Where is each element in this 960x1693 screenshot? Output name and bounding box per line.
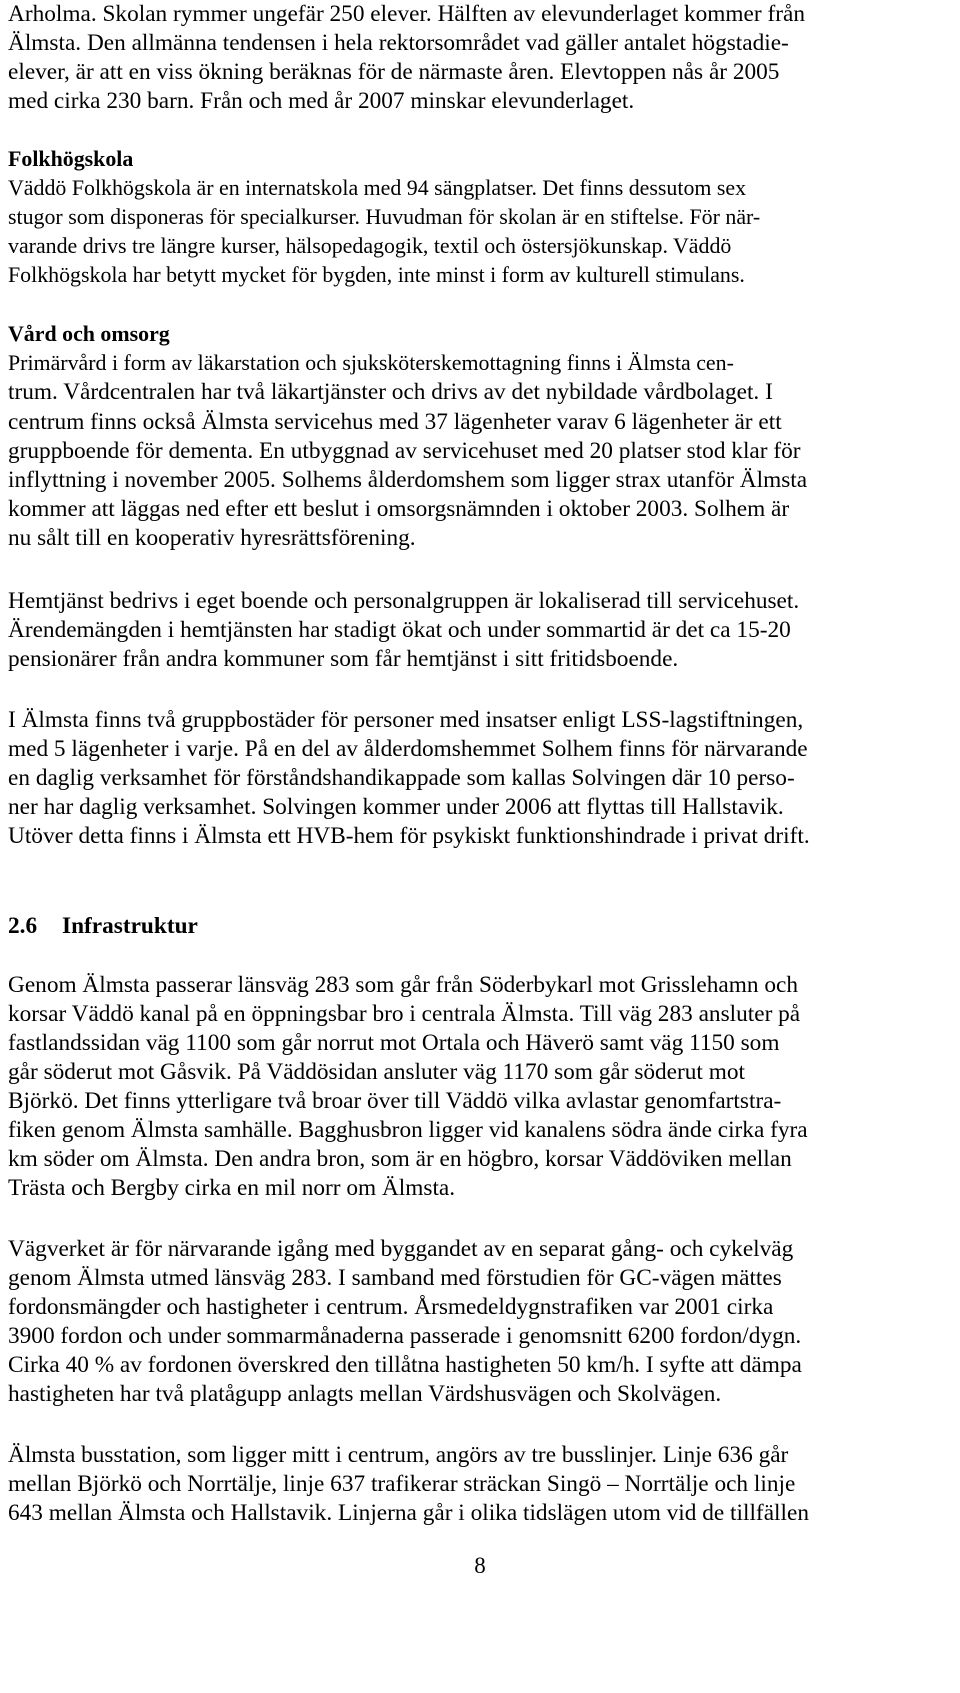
text-line: gruppboende för dementa. En utbyggnad av servicehuset med 20 platser stod klar för: [8, 438, 801, 464]
section-title: Infrastruktur: [62, 913, 198, 939]
text-line: Primärvård i form av läkarstation och sjuksköterskemottagning finns i Älmsta cen-: [8, 350, 734, 375]
text-line: 643 mellan Älmsta och Hallstavik. Linjerna går i olika tidslägen utom vid de tillfällen: [8, 1500, 809, 1526]
text-line: fastlandssidan väg 1100 som går norrut mot Ortala och Häverö samt väg 1150 som: [8, 1030, 780, 1056]
text-line: hastigheten har två platågupp anlagts mellan Värdshusvägen och Skolvägen.: [8, 1381, 722, 1407]
text-line: I Älmsta finns två gruppbostäder för personer med insatser enligt LSS-lagstiftningen,: [8, 707, 804, 733]
text-line: med 5 lägenheter i varje. På en del av ålderdomshemmet Solhem finns för närvarande: [8, 736, 808, 762]
text-line: genom Älmsta utmed länsväg 283. I samband med förstudien för GC-vägen mättes: [8, 1265, 782, 1291]
text-line: Folkhögskola har betytt mycket för bygden, inte minst i form av kulturell stimulans.: [8, 262, 745, 287]
vard-omsorg-heading: Vård och omsorg: [8, 321, 170, 346]
text-line: fordonsmängder och hastigheter i centrum. Årsmedeldygnstrafiken var 2001 cirka: [8, 1294, 774, 1320]
text-line: Arholma. Skolan rymmer ungefär 250 elever. Hälften av elevunderlaget kommer från: [8, 1, 805, 27]
text-line: centrum finns också Älmsta servicehus med 37 lägenheter varav 6 lägenheter är ett: [8, 409, 782, 435]
folkhogskola-heading: Folkhögskola: [8, 146, 134, 171]
text-line: kommer att läggas ned efter ett beslut i omsorgsnämnden i oktober 2003. Solhem är: [8, 496, 790, 522]
section-heading-infrastruktur: [8, 911, 198, 941]
text-line: med cirka 230 barn. Från och med år 2007 minskar elevunderlaget.: [8, 88, 635, 114]
text-line: Hemtjänst bedrivs i eget boende och personalgruppen är lokaliserad till servicehuset.: [8, 588, 800, 614]
text-line: Ärendemängden i hemtjänsten har stadigt ökat och under sommartid är det ca 15-20: [8, 617, 791, 643]
text-line: ner har daglig verksamhet. Solvingen kommer under 2006 att flyttas till Hallstavik.: [8, 794, 784, 820]
text-line: Trästa och Bergby cirka en mil norr om Älmsta.: [8, 1175, 456, 1201]
text-line: en daglig verksamhet för förståndshandikappade som kallas Solvingen där 10 perso-: [8, 765, 795, 791]
text-line: pensionärer från andra kommuner som får hemtjänst i sitt fritidsboende.: [8, 646, 679, 672]
text-line: Genom Älmsta passerar länsväg 283 som går från Söderbykarl mot Grisslehamn och: [8, 972, 798, 998]
text-line: nu sålt till en kooperativ hyresrättsförening.: [8, 525, 416, 551]
text-line: fiken genom Älmsta samhälle. Bagghusbron ligger vid kanalens södra ände cirka fyra: [8, 1117, 808, 1143]
text-line: km söder om Älmsta. Den andra bron, som är en högbro, korsar Väddöviken mellan: [8, 1146, 792, 1172]
text-line: Vägverket är för närvarande igång med byggandet av en separat gång- och cykelväg: [8, 1236, 794, 1262]
text-line: Björkö. Det finns ytterligare två broar över till Väddö vilka avlastar genomfartstra-: [8, 1088, 782, 1114]
text-line: Cirka 40 % av fordonen överskred den tillåtna hastigheten 50 km/h. I syfte att dämpa: [8, 1352, 802, 1378]
text-line: stugor som disponeras för specialkurser. Huvudman för skolan är en stiftelse. För när-: [8, 204, 761, 229]
text-line: Älmsta. Den allmänna tendensen i hela rektorsområdet vad gäller antalet högstadie-: [8, 30, 789, 56]
text-line: korsar Väddö kanal på en öppningsbar bro i centrala Älmsta. Till väg 283 ansluter på: [8, 1001, 801, 1027]
text-line: Älmsta busstation, som ligger mitt i centrum, angörs av tre busslinjer. Linje 636 går: [8, 1442, 789, 1468]
text-line: mellan Björkö och Norrtälje, linje 637 trafikerar sträckan Singö – Norrtälje och linje: [8, 1471, 796, 1497]
text-line: 3900 fordon och under sommarmånaderna passerade i genomsnitt 6200 fordon/dygn.: [8, 1323, 802, 1349]
text-line: elever, är att en viss ökning beräknas för de närmaste åren. Elevtoppen nås år 2005: [8, 59, 780, 85]
section-number: 2.6: [8, 913, 38, 939]
text-line: varande drivs tre längre kurser, hälsopedagogik, textil och östersjökunskap. Väddö: [8, 233, 732, 258]
page-number: 8: [474, 1553, 486, 1578]
text-line: inflyttning i november 2005. Solhems ålderdomshem som ligger strax utanför Älmsta: [8, 467, 808, 493]
text-line: Utöver detta finns i Älmsta ett HVB-hem för psykiskt funktionshindrade i privat drift.: [8, 823, 810, 849]
text-line: går söderut mot Gåsvik. På Väddösidan ansluter väg 1170 som går söderut mot: [8, 1059, 745, 1085]
text-line: Väddö Folkhögskola är en internatskola med 94 sängplatser. Det finns dessutom sex: [8, 175, 747, 200]
text-line: trum. Vårdcentralen har två läkartjänster och drivs av det nybildade vårdbolaget. I: [8, 379, 773, 405]
